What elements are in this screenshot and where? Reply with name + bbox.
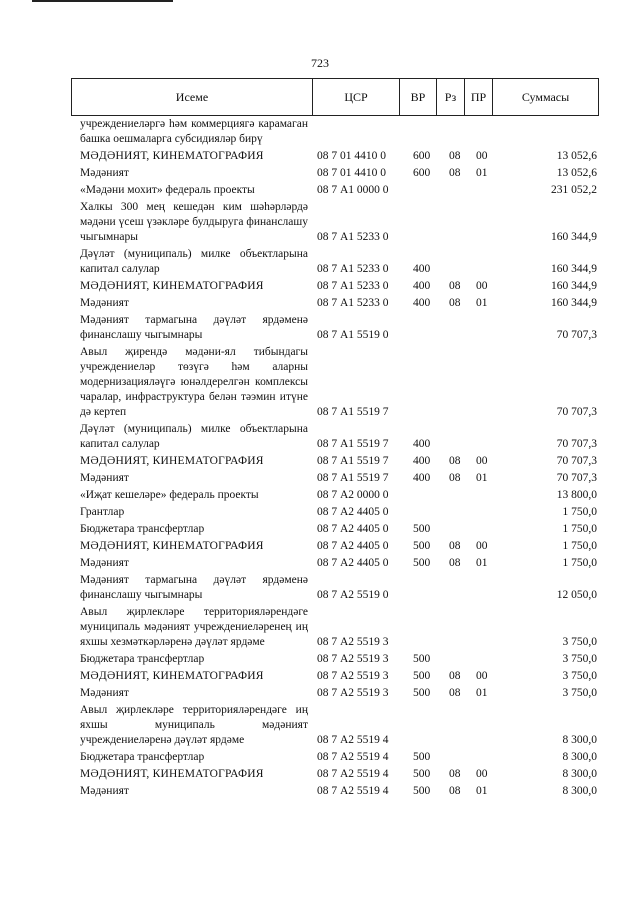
row-csr: 08 7 А2 5519 3 — [317, 670, 389, 682]
row-name: МӘДӘНИЯТ, КИНЕМАТОГРАФИЯ — [80, 280, 264, 292]
table-row — [80, 279, 597, 294]
header-rz: Рз — [444, 90, 457, 104]
table-row — [80, 422, 597, 452]
row-csr: 08 7 А2 4405 0 — [317, 506, 389, 518]
row-csr: 08 7 А2 5519 4 — [317, 768, 389, 780]
row-csr: 08 7 А1 5519 0 — [317, 329, 389, 341]
row-name: Авыл җирлекләре территорияләрендәге муниципаль мәдәният учреждениеләренең иң яхшы хезмәткәрләренә дәүләт ярдәме — [80, 606, 308, 648]
table-row — [80, 454, 597, 469]
table-row — [80, 345, 597, 420]
row-sum: 13 052,6 — [556, 150, 597, 162]
row-pr: 01 — [476, 472, 488, 484]
row-pr: 00 — [476, 455, 488, 467]
table-row — [80, 652, 597, 667]
header-csr: ЦСР — [344, 90, 368, 104]
row-vr: 400 — [413, 455, 431, 467]
row-vr: 600 — [413, 167, 431, 179]
row-vr: 500 — [413, 768, 431, 780]
row-vr: 500 — [413, 687, 431, 699]
row-vr: 500 — [413, 540, 431, 552]
row-name: «Мәдәни мохит» федераль проекты — [80, 184, 255, 196]
row-csr: 08 7 А1 5233 0 — [317, 263, 389, 275]
row-name: Мәдәният — [80, 472, 129, 484]
row-pr: 00 — [476, 540, 488, 552]
row-csr: 08 7 А2 5519 3 — [317, 687, 389, 699]
row-pr: 01 — [476, 167, 488, 179]
row-name: Мәдәният тармагына дәүләт ярдәменә финанслашу чыгымнары — [80, 574, 308, 601]
row-sum: 13 800,0 — [556, 489, 597, 501]
row-sum: 1 750,0 — [562, 557, 597, 569]
header-vr: ВР — [410, 90, 426, 104]
row-pr: 01 — [476, 785, 488, 797]
row-vr: 400 — [413, 472, 431, 484]
row-sum: 8 300,0 — [562, 785, 597, 797]
header-sum: Суммасы — [521, 90, 570, 104]
row-vr: 500 — [413, 785, 431, 797]
table-row — [80, 296, 597, 311]
row-sum: 3 750,0 — [562, 653, 597, 665]
table-row — [80, 605, 597, 650]
row-csr: 08 7 А2 5519 3 — [317, 653, 389, 665]
row-sum: 3 750,0 — [562, 670, 597, 682]
row-rz: 08 — [449, 768, 461, 780]
table-row — [80, 247, 597, 277]
row-name: Авыл җирендә мәдәни-ял тибындагы учреждениеләр төзүгә һәм аларны модернизацияләүгә юнәлдерелгән комплексы чаралар, инфраструктура белән тәэмин итүне дә кертеп — [80, 346, 308, 418]
row-rz: 08 — [449, 455, 461, 467]
row-rz: 08 — [449, 687, 461, 699]
table-row — [80, 750, 597, 765]
table-row — [80, 183, 597, 198]
row-name: Грантлар — [80, 506, 125, 518]
row-sum: 1 750,0 — [562, 540, 597, 552]
row-csr: 08 7 А1 5233 0 — [317, 297, 389, 309]
row-vr: 500 — [413, 751, 431, 763]
row-rz: 08 — [449, 297, 461, 309]
row-rz: 08 — [449, 472, 461, 484]
row-csr: 08 7 А2 5519 4 — [317, 734, 389, 746]
row-vr: 400 — [413, 438, 431, 450]
row-sum: 231 052,2 — [551, 184, 597, 196]
row-sum: 1 750,0 — [562, 506, 597, 518]
row-rz: 08 — [449, 150, 461, 162]
table-row — [80, 784, 597, 799]
row-name: Авыл җирлекләре территорияләрендәге иң яхшы муниципаль мәдәният учреждениеләренә дәүләт ярдәме — [80, 704, 308, 746]
row-sum: 3 750,0 — [562, 636, 597, 648]
table-row — [80, 471, 597, 486]
row-sum: 70 707,3 — [556, 406, 597, 418]
row-csr: 08 7 А1 5519 7 — [317, 455, 389, 467]
header-name: Исеме — [175, 90, 209, 104]
row-sum: 8 300,0 — [562, 768, 597, 780]
row-name: Мәдәният — [80, 167, 129, 179]
row-name: Мәдәният — [80, 687, 129, 699]
row-sum: 160 344,9 — [551, 231, 597, 243]
row-vr: 500 — [413, 557, 431, 569]
row-csr: 08 7 А2 0000 0 — [317, 489, 389, 501]
row-name: Дәүләт (муниципаль) милке объектларына капитал салулар — [80, 248, 308, 275]
row-csr: 08 7 01 4410 0 — [317, 167, 386, 179]
row-name: «Иҗат кешеләре» федераль проекты — [80, 489, 259, 501]
table-row — [80, 505, 597, 520]
row-rz: 08 — [449, 670, 461, 682]
row-name: Дәүләт (муниципаль) милке объектларына капитал салулар — [80, 423, 308, 450]
row-csr: 08 7 А2 4405 0 — [317, 540, 389, 552]
table-row — [80, 669, 597, 684]
row-sum: 8 300,0 — [562, 751, 597, 763]
row-sum: 160 344,9 — [551, 297, 597, 309]
table-row — [80, 313, 597, 343]
table-header — [71, 78, 599, 116]
row-name: учреждениеләргә һәм коммерциягә карамаган башка оешмаларга субсидияләр бирү — [80, 118, 308, 145]
row-csr: 08 7 А1 0000 0 — [317, 184, 389, 196]
row-name: Бюджетара трансфертлар — [80, 653, 205, 665]
row-pr: 01 — [476, 557, 488, 569]
row-csr: 08 7 А2 5519 0 — [317, 589, 389, 601]
header-pr: ПР — [470, 90, 487, 104]
row-vr: 400 — [413, 297, 431, 309]
row-name: МӘДӘНИЯТ, КИНЕМАТОГРАФИЯ — [80, 670, 264, 682]
row-rz: 08 — [449, 280, 461, 292]
row-csr: 08 7 А1 5519 7 — [317, 438, 389, 450]
row-pr: 01 — [476, 297, 488, 309]
row-sum: 12 050,0 — [556, 589, 597, 601]
row-csr: 08 7 А1 5233 0 — [317, 231, 389, 243]
row-sum: 70 707,3 — [556, 438, 597, 450]
row-csr: 08 7 01 4410 0 — [317, 150, 386, 162]
row-rz: 08 — [449, 540, 461, 552]
row-csr: 08 7 А2 5519 4 — [317, 751, 389, 763]
table-row — [80, 488, 597, 503]
row-pr: 00 — [476, 670, 488, 682]
row-rz: 08 — [449, 167, 461, 179]
row-sum: 160 344,9 — [551, 280, 597, 292]
table-row — [80, 686, 597, 701]
top-rule — [32, 0, 173, 2]
row-name: Бюджетара трансфертлар — [80, 523, 205, 535]
row-csr: 08 7 А1 5519 7 — [317, 406, 389, 418]
row-vr: 400 — [413, 263, 431, 275]
page-number: 723 — [311, 56, 329, 70]
row-name: Халкы 300 мең кешедән ким шәһәрләрдә мәдәни үсеш үзәкләре булдыруга финанслашу чыгымнары — [80, 201, 308, 243]
row-csr: 08 7 А1 5233 0 — [317, 280, 389, 292]
row-sum: 13 052,6 — [556, 167, 597, 179]
row-rz: 08 — [449, 785, 461, 797]
row-name: Мәдәният — [80, 557, 129, 569]
table-row — [80, 703, 597, 748]
table-row — [80, 767, 597, 782]
row-sum: 70 707,3 — [556, 472, 597, 484]
table-row — [80, 117, 597, 147]
row-vr: 500 — [413, 653, 431, 665]
table-row — [80, 149, 597, 164]
row-csr: 08 7 А1 5519 7 — [317, 472, 389, 484]
row-vr: 600 — [413, 150, 431, 162]
row-name: Мәдәният — [80, 785, 129, 797]
row-sum: 70 707,3 — [556, 455, 597, 467]
table-body — [80, 117, 597, 801]
row-csr: 08 7 А2 5519 3 — [317, 636, 389, 648]
table-row — [80, 200, 597, 245]
row-pr: 01 — [476, 687, 488, 699]
table-row — [80, 166, 597, 181]
row-rz: 08 — [449, 557, 461, 569]
table-row — [80, 573, 597, 603]
row-pr: 00 — [476, 280, 488, 292]
row-name: Мәдәният — [80, 297, 129, 309]
row-name: МӘДӘНИЯТ, КИНЕМАТОГРАФИЯ — [80, 150, 264, 162]
row-sum: 8 300,0 — [562, 734, 597, 746]
row-name: МӘДӘНИЯТ, КИНЕМАТОГРАФИЯ — [80, 455, 264, 467]
row-sum: 70 707,3 — [556, 329, 597, 341]
row-csr: 08 7 А2 5519 4 — [317, 785, 389, 797]
row-name: МӘДӘНИЯТ, КИНЕМАТОГРАФИЯ — [80, 540, 264, 552]
row-sum: 3 750,0 — [562, 687, 597, 699]
row-name: Мәдәният тармагына дәүләт ярдәменә финанслашу чыгымнары — [80, 314, 308, 341]
row-name: МӘДӘНИЯТ, КИНЕМАТОГРАФИЯ — [80, 768, 264, 780]
table-row — [80, 522, 597, 537]
row-pr: 00 — [476, 150, 488, 162]
row-sum: 1 750,0 — [562, 523, 597, 535]
row-sum: 160 344,9 — [551, 263, 597, 275]
row-vr: 500 — [413, 523, 431, 535]
row-name: Бюджетара трансфертлар — [80, 751, 205, 763]
row-vr: 400 — [413, 280, 431, 292]
row-csr: 08 7 А2 4405 0 — [317, 557, 389, 569]
row-pr: 00 — [476, 768, 488, 780]
row-vr: 500 — [413, 670, 431, 682]
table-row — [80, 556, 597, 571]
table-row — [80, 539, 597, 554]
row-csr: 08 7 А2 4405 0 — [317, 523, 389, 535]
